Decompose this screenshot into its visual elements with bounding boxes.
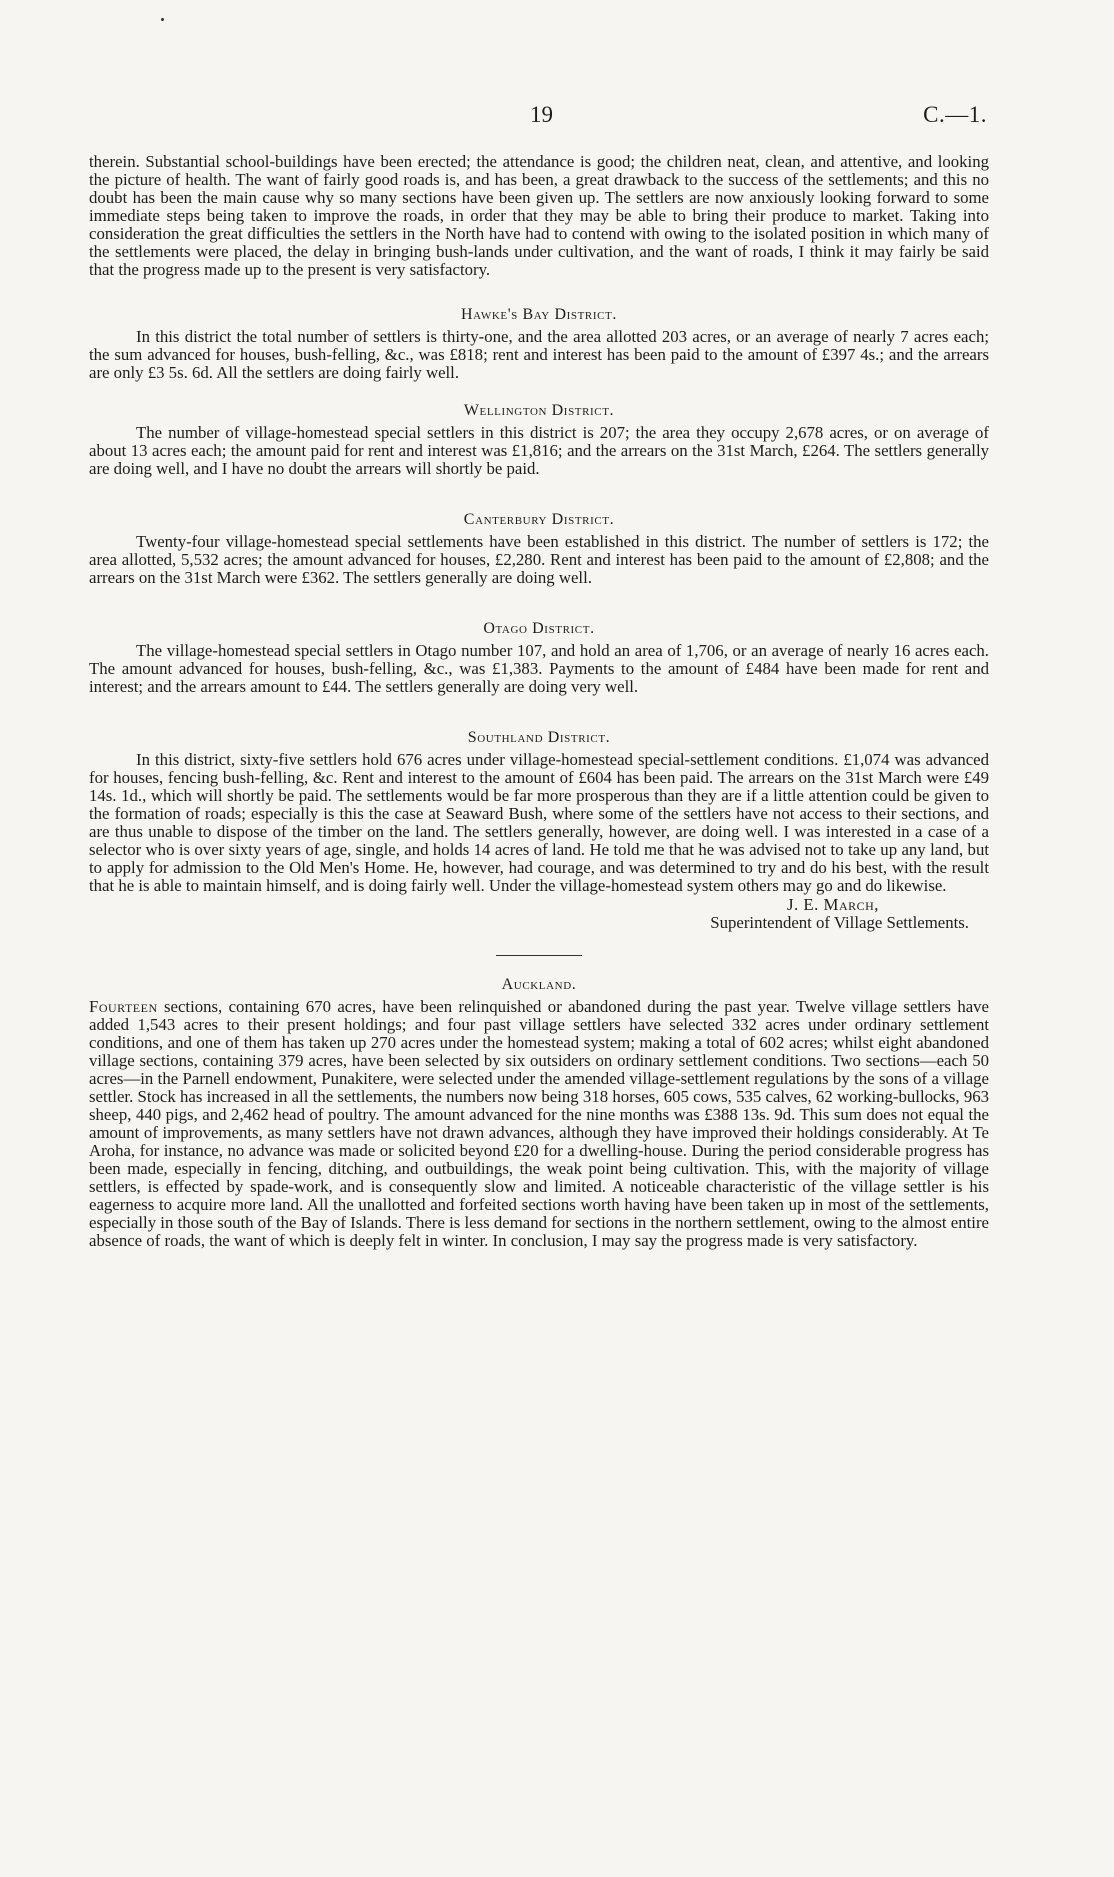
auckland-body: sections, containing 670 acres, have been relinquished or abandoned during the past year. Twelve village settlers have added 1,543 acres to their present holdings; and four past village settlers have selected 332 acres under ordinary settlement conditions, and one of them has taken up 270 acres under the homestead system; making a total of 602 acres; whilst eight abandoned village sections, containing 379 acres, have been selected by six outsiders on ordinary settlement conditions. Two sections—each 50 acres—in the Parnell endowment, Punakitere, were selected under the amended village-settlement regulations by the sons of a village settler. Stock has increased in all the settlements, the numbers now being 318 horses, 605 cows, 535 calves, 62 working-bullocks, 963 sheep, 440 pigs, and 2,462 head of poultry. The amount advanced for the nine months was £388 13s. 9d. This sum does not equal the amount of improvements, as many settlers have not drawn advances, although they have improved their holdings considerably. At Te Aroha, for instance, no advance was made or solicited beyond £20 for a dwelling-house. During the period considerable progress has been made, especially in fencing, ditching, and outbuildings, the weak point being cultivation. This, with the majority of village settlers, is effected by spade-work, and is consequently slow and limited. A noticeable characteristic of the village settler is his eagerness to acquire more land. All the unallotted and forfeited sections worth having have been taken up in most of the settlements, especially in those south of the Bay of Islands. There is less demand for sections in the northern settlement, owing to the almost entire absence of roads, the want of which is deeply felt in winter. In conclusion, I may say the progress made is very satisfactory. bbox=[89, 996, 989, 1251]
section-divider bbox=[496, 955, 582, 956]
section-heading-otago: Otago District. bbox=[483, 619, 595, 637]
section-text-canterbury: Twenty-four village-homestead special settlements have been established in this district. The number of settlers is 172; the area allotted, 5,532 acres; the amount advanced for houses, £2,280. Rent and interest has been paid to the amount of £2,808; and the arrears on the 31st March were £362. The settlers generally are doing well. bbox=[89, 531, 989, 587]
signature-title: Superintendent of Village Settlements. bbox=[710, 912, 969, 932]
signature-name: J. E. March, bbox=[786, 894, 879, 914]
section-text-southland: In this district, sixty-five settlers hold 676 acres under village-homestead special-settlement conditions. £1,074 was advanced for houses, fencing bush-felling, &c. Rent and interest to the amount of £604 has been paid. The arrears on the 31st March were £49 14s. 1d., which will shortly be paid. The settlements would be far more prosperous than they are if a little attention could be given to the formation of roads; especially is this the case at Seaward Bush, where some of the settlers have not access to their sections, and are thus unable to dispose of the timber on the land. The settlers generally, however, are doing well. I was interested in a case of a selector who is over sixty years of age, single, and holds 14 acres of land. He told me that he was advised not to take up any land, but to apply for admission to the Old Men's Home. He, however, had courage, and was determined to try and do his best, with the result that he is able to maintain himself, and is doing fairly well. Under the village-homestead system others may go and do likewise. bbox=[89, 750, 989, 896]
section-text-auckland bbox=[89, 998, 989, 1251]
intro-paragraph: therein. Substantial school-buildings have been erected; the attendance is good; the children neat, clean, and attentive, and looking the picture of health. The want of fairly good roads is, and has been, a great drawback to the success of the settlements; and this no doubt has been the main cause why so many sections have been given up. The settlers are now anxiously looking forward to some immediate steps being taken to improve the roads, in order that they may be able to bring their produce to market. Taking into consideration the great difficulties the settlers in the North have had to contend with owing to the isolated position in which many of the settlements were placed, the delay in bringing bush-lands under cultivation, and the want of roads, I think it may fairly be said that the progress made up to the present is very satisfactory. bbox=[89, 152, 989, 280]
section-heading-southland: Southland District. bbox=[467, 729, 611, 747]
section-text-hawkes-bay: In this district the total number of settlers is thirty-one, and the area allotted 203 acres, or an average of nearly 7 acres each; the sum advanced for houses, bush-felling, &c., was £818; rent and interest has been paid to the amount of £397 4s.; and the arrears are only £3 5s. 6d. All the settlers are doing fairly well. bbox=[89, 327, 989, 383]
signature-block bbox=[89, 896, 989, 932]
section-heading-auckland: Auckland. bbox=[501, 975, 577, 993]
scan-speck bbox=[161, 18, 164, 21]
auckland-lead-word: Fourteen bbox=[89, 996, 158, 1016]
document-reference: C.—1. bbox=[923, 102, 987, 127]
section-heading-hawkes-bay: Hawke's Bay District. bbox=[461, 306, 617, 324]
page-number: 19 bbox=[530, 102, 553, 127]
section-heading-wellington: Wellington District. bbox=[463, 401, 615, 419]
section-text-wellington: The number of village-homestead special settlers in this district is 207; the area they occupy 2,678 acres, or on average of about 13 acres each; the amount paid for rent and interest was £1,816; and the arrears on the 31st March, £264. The settlers generally are doing well, and I have no doubt the arrears will shortly be paid. bbox=[89, 422, 989, 478]
section-heading-canterbury: Canterbury District. bbox=[463, 510, 615, 528]
page-body bbox=[89, 153, 989, 1250]
section-text-otago: The village-homestead special settlers in Otago number 107, and hold an area of 1,706, or an average of nearly 16 acres each. The amount advanced for houses, bush-felling, &c., was £1,383. Payments to the amount of £484 have been made for rent and interest; and the arrears amount to £44. The settlers generally are doing very well. bbox=[89, 640, 989, 697]
